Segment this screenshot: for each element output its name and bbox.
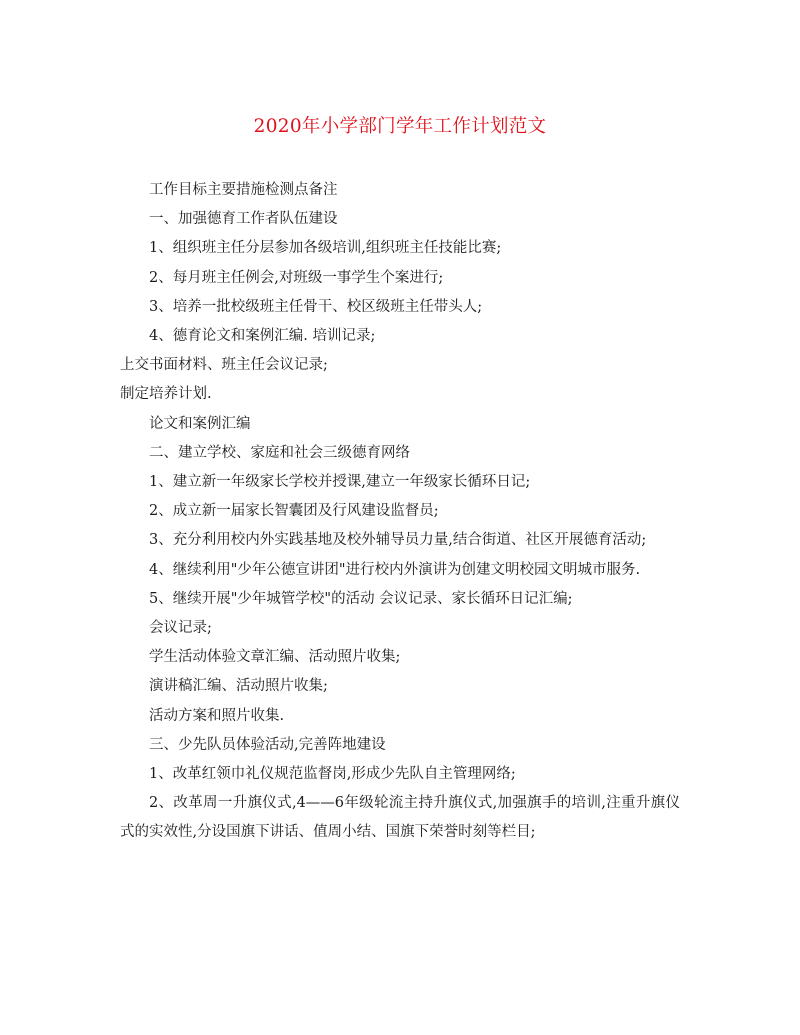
paragraph: 2、改革周一升旗仪式,4——6年级轮流主持升旗仪式,加强旗手的培训,注重升旗仪式的实效性,分设国旗下讲话、值周小结、国旗下荣誉时刻等栏目; — [120, 795, 680, 841]
paragraph: 制定培养计划. — [120, 386, 212, 403]
paragraph: 演讲稿汇编、活动照片收集; — [149, 678, 328, 695]
paragraph: 1、改革红领巾礼仪规范监督岗,形成少先队自主管理网络; — [149, 766, 516, 783]
paragraph: 4、继续利用"少年公德宣讲团"进行校内外演讲为创建文明校园文明城市服务. — [149, 561, 641, 578]
section-heading: 三、少先队员体验活动,完善阵地建设 — [149, 736, 386, 753]
document-title: 2020年小学部门学年工作计划范文 — [253, 116, 547, 137]
paragraph: 活动方案和照片收集. — [149, 707, 285, 724]
paragraph: 2、成立新一届家长智囊团及行风建设监督员; — [149, 503, 439, 520]
paragraph: 5、继续开展"少年城管学校"的活动 会议记录、家长循环日记汇编; — [149, 590, 573, 607]
paragraph: 上交书面材料、班主任会议记录; — [120, 357, 328, 374]
paragraph: 3、充分利用校内外实践基地及校外辅导员力量,结合街道、社区开展德育活动; — [149, 532, 647, 549]
paragraph: 1、建立新一年级家长学校并授课,建立一年级家长循环日记; — [149, 474, 531, 491]
paragraph: 工作目标主要措施检测点备注 — [149, 182, 338, 198]
document-body — [120, 176, 680, 848]
paragraph: 2、每月班主任例会,对班级一事学生个案进行; — [149, 269, 444, 286]
section-heading: 一、加强德育工作者队伍建设 — [149, 211, 338, 228]
paragraph: 4、德育论文和案例汇编. 培训记录; — [149, 328, 376, 345]
paragraph: 3、培养一批校级班主任骨干、校区级班主任带头人; — [149, 298, 483, 315]
paragraph: 学生活动体验文章汇编、活动照片收集; — [149, 649, 401, 666]
paragraph: 1、组织班主任分层参加各级培训,组织班主任技能比赛; — [149, 240, 502, 257]
paragraph: 论文和案例汇编 — [149, 415, 251, 432]
section-heading: 二、建立学校、家庭和社会三级德育网络 — [149, 444, 410, 461]
paragraph: 会议记录; — [149, 620, 212, 637]
